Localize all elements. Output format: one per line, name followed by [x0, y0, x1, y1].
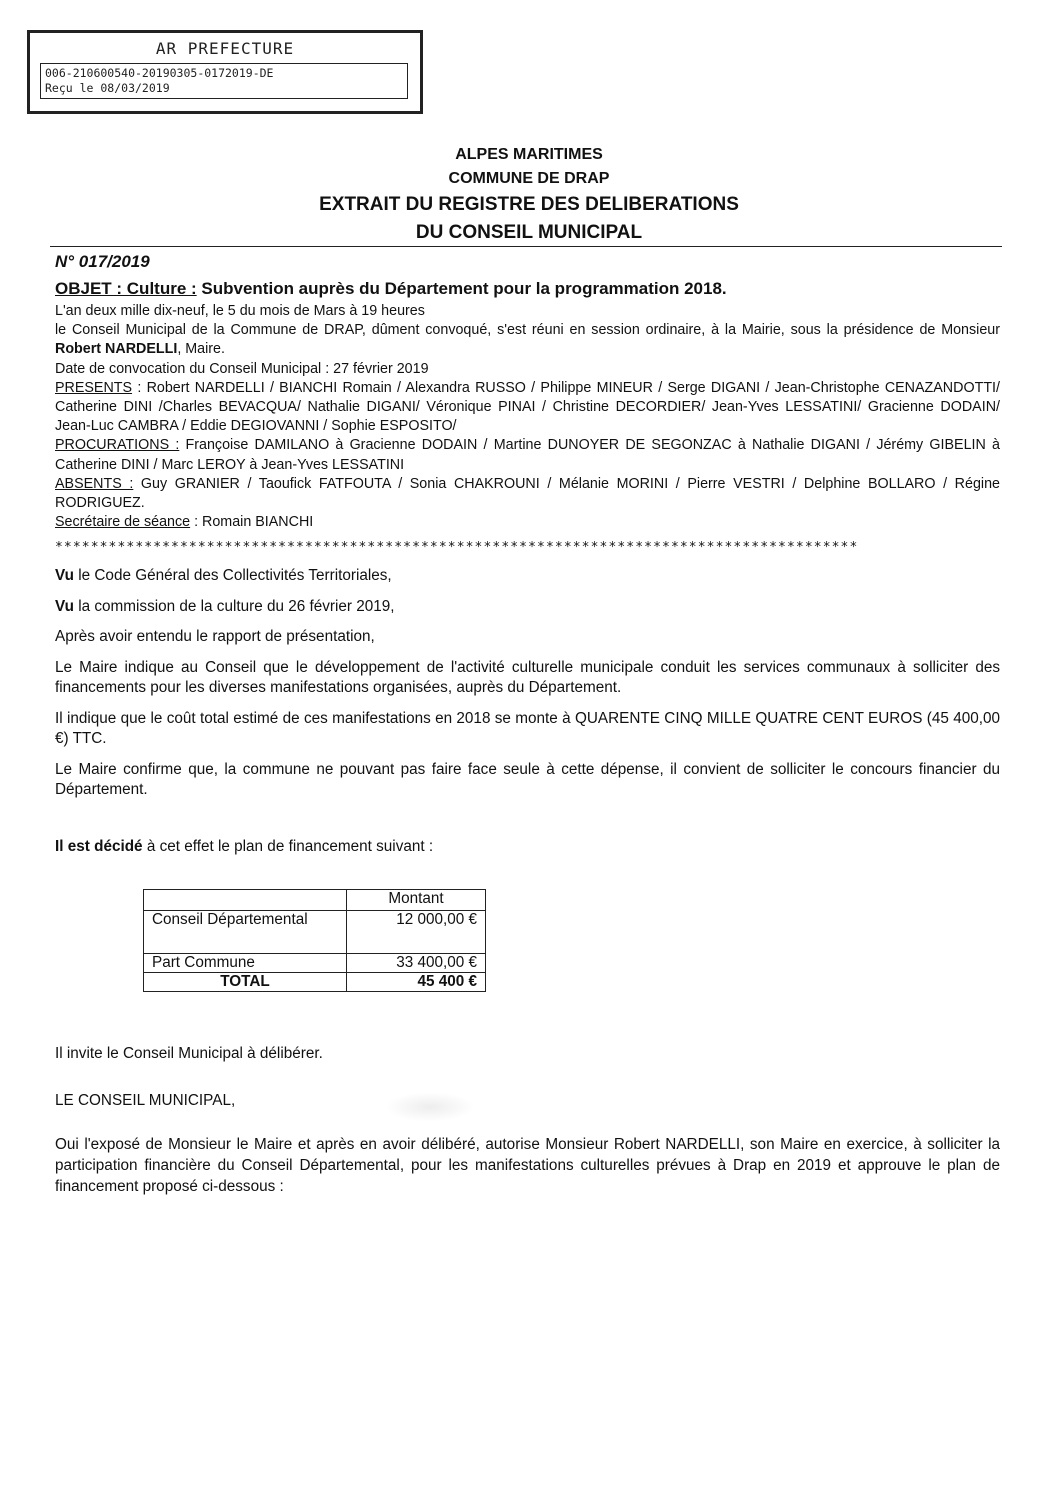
vu-label: Vu: [55, 567, 74, 584]
register-title: EXTRAIT DU REGISTRE DES DELIBERATIONS: [319, 194, 739, 215]
invite-line: Il invite le Conseil Municipal à délibérer.: [55, 1045, 323, 1062]
separator-line: ******************************************************************************************: [55, 540, 859, 555]
secretaire-label: Secrétaire de séance: [55, 514, 191, 531]
final-paragraph: Oui l'exposé de Monsieur le Maire et après en avoir délibéré, autorise Monsieur Robert NARDELLI, son Maire en exercice, à solliciter la participation financière du Conseil Départemental, pour les manifestations culturelles prévues à Drap en 2019 et approuve le plan de financement proposé ci-dessous :: [55, 1136, 1000, 1195]
vu-text: le Code Général des Collectivités Territoriales,: [73, 567, 392, 584]
table-header-row: [144, 890, 486, 911]
total-amount: 45 400 €: [347, 973, 486, 992]
financing-table: [143, 889, 486, 992]
president-name: Robert NARDELLI: [55, 341, 178, 358]
total-label: TOTAL: [144, 973, 347, 992]
stamp-reference-box: [40, 63, 408, 99]
presents-names: : Robert NARDELLI / BIANCHI Romain / Alexandra RUSSO / Philippe MINEUR / Serge DIGANI / Jean-Christophe CENAZANDOTTI/ Catherine DINI /Charles BEVACQUA/ Nathalie DIGANI/ Véronique PINAI / Christine DECORDIER/ Jean-Yves LESSATINI/ Gracienne DODAIN/ Jean-Luc CAMBRA / Eddie DEGIOVANNI / Sophie ESPOSITO/: [55, 379, 1000, 435]
deliberation-objet: [55, 279, 727, 299]
deliberation-body: [55, 566, 1000, 811]
deliberation-number: N° 017/2019: [55, 252, 150, 271]
presents-list: [55, 379, 1000, 437]
row-amount: 12 000,00 €: [347, 911, 486, 954]
commune-name: COMMUNE DE DRAP: [448, 170, 610, 187]
table-row: [144, 954, 486, 973]
decide-line: [55, 838, 433, 856]
vu-commission: [55, 597, 1000, 618]
secretaire: [55, 513, 1000, 532]
row-label: Part Commune: [144, 954, 347, 973]
department-name: ALPES MARITIMES: [455, 146, 603, 163]
council-line: LE CONSEIL MUNICIPAL,: [55, 1092, 236, 1109]
row-amount: 33 400,00 €: [347, 954, 486, 973]
session-text: le Conseil Municipal de la Commune de DRAP, dûment convoqué, s'est réuni en session ordinaire, à la Mairie, sous la présidence de Monsieur: [55, 322, 1000, 339]
stamp-received-date: Reçu le 08/03/2019: [45, 81, 170, 95]
maire-paragraph: Le Maire indique au Conseil que le développement de l'activité culturelle municipale conduit les services communaux à solliciter des financements pour les diverses manifestations organisées, auprès du Département.: [55, 658, 1000, 696]
decide-text: à cet effet le plan de financement suivant :: [142, 838, 434, 855]
stamp-title: AR PREFECTURE: [155, 39, 295, 58]
session-end: , Maire.: [177, 341, 225, 358]
table-header-empty: [144, 890, 347, 911]
table-header-montant: Montant: [347, 890, 486, 911]
row-label: Conseil Départemental: [144, 911, 347, 954]
session-line: [55, 321, 1000, 359]
rapport-paragraph: Après avoir entendu le rapport de présentation,: [55, 628, 375, 645]
stamp-reference: 006-210600540-20190305-0172019-DE: [45, 66, 274, 80]
vu-label: Vu: [55, 597, 74, 615]
absents-names: Guy GRANIER / Taoufick FATFOUTA / Sonia CHAKROUNI / Mélanie MORINI / Pierre VESTRI / Delphine BOLLARO / Régine RODRIGUEZ.: [55, 475, 1000, 512]
header-divider: [50, 246, 1002, 247]
document-header: [0, 143, 1058, 247]
vu-text: la commission de la culture du 26 février 2019,: [73, 597, 395, 615]
table-total-row: [144, 973, 486, 992]
procurations-names: Françoise DAMILANO à Gracienne DODAIN / Martine DUNOYER DE SEGONZAC à Nathalie DIGANI / Jérémy GIBELIN à Catherine DINI / Marc LEROY à Jean-Yves LESSATINI: [55, 437, 1000, 473]
procurations-label: PROCURATIONS :: [55, 437, 180, 454]
table-row: [144, 911, 486, 954]
convocation-date: Date de convocation du Conseil Municipal : 27 février 2019: [55, 360, 429, 377]
scan-smudge: [385, 1092, 475, 1122]
absents-list: [55, 475, 1000, 513]
secretaire-name: : Romain BIANCHI: [190, 514, 314, 531]
preamble: [55, 302, 1000, 532]
prefecture-stamp: [27, 30, 423, 114]
objet-text: Subvention auprès du Département pour la programmation 2018.: [201, 279, 727, 298]
cout-paragraph: Il indique que le coût total estimé de ces manifestations en 2018 se monte à QUARENTE CINQ MILLE QUATRE CENT EUROS (45 400,00 €) TTC.: [55, 709, 1000, 747]
objet-label: OBJET : Culture :: [55, 279, 197, 298]
council-title: DU CONSEIL MUNICIPAL: [415, 222, 643, 243]
vu-cgct: [55, 566, 1000, 587]
session-date: L'an deux mille dix-neuf, le 5 du mois de Mars à 19 heures: [55, 303, 425, 319]
absents-label: ABSENTS :: [55, 475, 134, 492]
presents-label: PRESENTS: [55, 379, 133, 396]
decide-label: Il est décidé: [55, 838, 143, 855]
confirme-paragraph: Le Maire confirme que, la commune ne pouvant pas faire face seule à cette dépense, il convient de solliciter le concours financier du Département.: [55, 760, 1000, 798]
procurations-list: [55, 436, 1000, 474]
